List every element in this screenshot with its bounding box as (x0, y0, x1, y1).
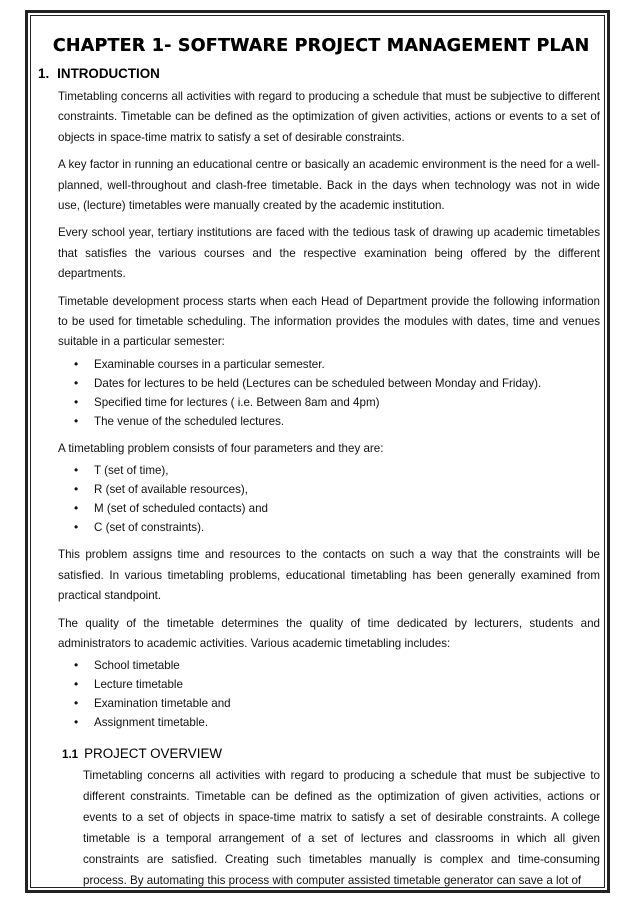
bullet-icon: • (74, 394, 79, 409)
bullet-icon: • (74, 356, 79, 371)
paragraph: A key factor in running an educational centre or basically an academic environment is the need for a well-planned, well-throughout and clash-free timetable. Back in the days when technology was not in wide use, (lecture) timetables were manually created by the academic institution. (58, 158, 600, 213)
bullet-icon: • (74, 482, 79, 497)
list-item: • Examination timetable and (94, 694, 600, 713)
subsection-number: 1.1 (62, 748, 79, 762)
paragraph: Timetabling concerns all activities with regard to producing a schedule that must be subjective to different constraints. Timetable can be defined as the optimization of given activities, actions or events to a set of objects in space-time matrix to satisfy a set of desirable constraints. A college timetable is a temporal arrangement of a set of lectures and classrooms in which all given constraints are satisfied. Creating such timetables manually is complex and time-consuming process. By automating this process with computer assisted timetable generator can save a lot of (83, 769, 600, 888)
bullet-icon: • (74, 677, 79, 692)
list-item: • Dates for lectures to be held (Lectures can be scheduled between Monday and Friday). (94, 374, 600, 393)
paragraph: Every school year, tertiary institutions are faced with the tedious task of drawing up academic timetables that satisfies the various courses and the respective examination being offered by the different departments. (58, 226, 600, 281)
list-item: • Specified time for lectures ( i.e. Between 8am and 4pm) (94, 393, 600, 412)
section-heading-text: INTRODUCTION (57, 66, 160, 81)
project-overview-body (83, 765, 600, 891)
list-item: • The venue of the scheduled lectures. (94, 412, 600, 431)
subsection-heading-project-overview (62, 746, 604, 761)
bullet-list-information (58, 355, 600, 431)
chapter-title: CHAPTER 1- SOFTWARE PROJECT MANAGEMENT PLAN (52, 36, 590, 56)
section-number: 1. (38, 66, 50, 81)
list-item: • M (set of scheduled contacts) and (94, 499, 600, 518)
paragraph: Timetabling concerns all activities with regard to producing a schedule that must be subjective to different constraints. Timetable can be defined as the optimization of given activities, actions or events to a set of objects in space-time matrix to satisfy a set of desirable constraints. (58, 90, 600, 144)
bullet-icon: • (74, 520, 79, 535)
list-item: • Examinable courses in a particular semester. (94, 355, 600, 374)
section-heading-introduction (38, 66, 604, 81)
paragraph: This problem assigns time and resources to the contacts on such a way that the constraints will be satisfied. In various timetabling problems, educational timetabling has been generally examined from practical standpoint. (58, 548, 600, 603)
list-item: • R (set of available resources), (94, 480, 600, 499)
bullet-icon: • (74, 413, 79, 428)
document-page (38, 36, 604, 898)
paragraph: A timetabling problem consists of four parameters and they are: (58, 441, 384, 455)
bullet-icon: • (74, 463, 79, 478)
list-item: • C (set of constraints). (94, 518, 600, 537)
list-item: • Assignment timetable. (94, 713, 600, 732)
bullet-list-parameters (58, 461, 600, 537)
paragraph: Timetable development process starts when each Head of Department provide the following information to be used for timetable scheduling. The information provides the modules with dates, time and venues suitable in a particular semester: (58, 294, 600, 349)
paragraph: The quality of the timetable determines the quality of time dedicated by lecturers, students and administrators to academic activities. Various academic timetabling includes: (58, 616, 600, 650)
bullet-icon: • (74, 696, 79, 711)
bullet-icon: • (74, 658, 79, 673)
bullet-icon: • (74, 501, 79, 516)
bullet-icon: • (74, 375, 79, 390)
subsection-heading-text: PROJECT OVERVIEW (84, 746, 223, 762)
bullet-icon: • (74, 715, 79, 730)
list-item: • T (set of time), (94, 461, 600, 480)
list-item: • Lecture timetable (94, 675, 600, 694)
introduction-body (58, 87, 600, 732)
list-item: • School timetable (94, 656, 600, 675)
bullet-list-timetabling (58, 656, 600, 732)
